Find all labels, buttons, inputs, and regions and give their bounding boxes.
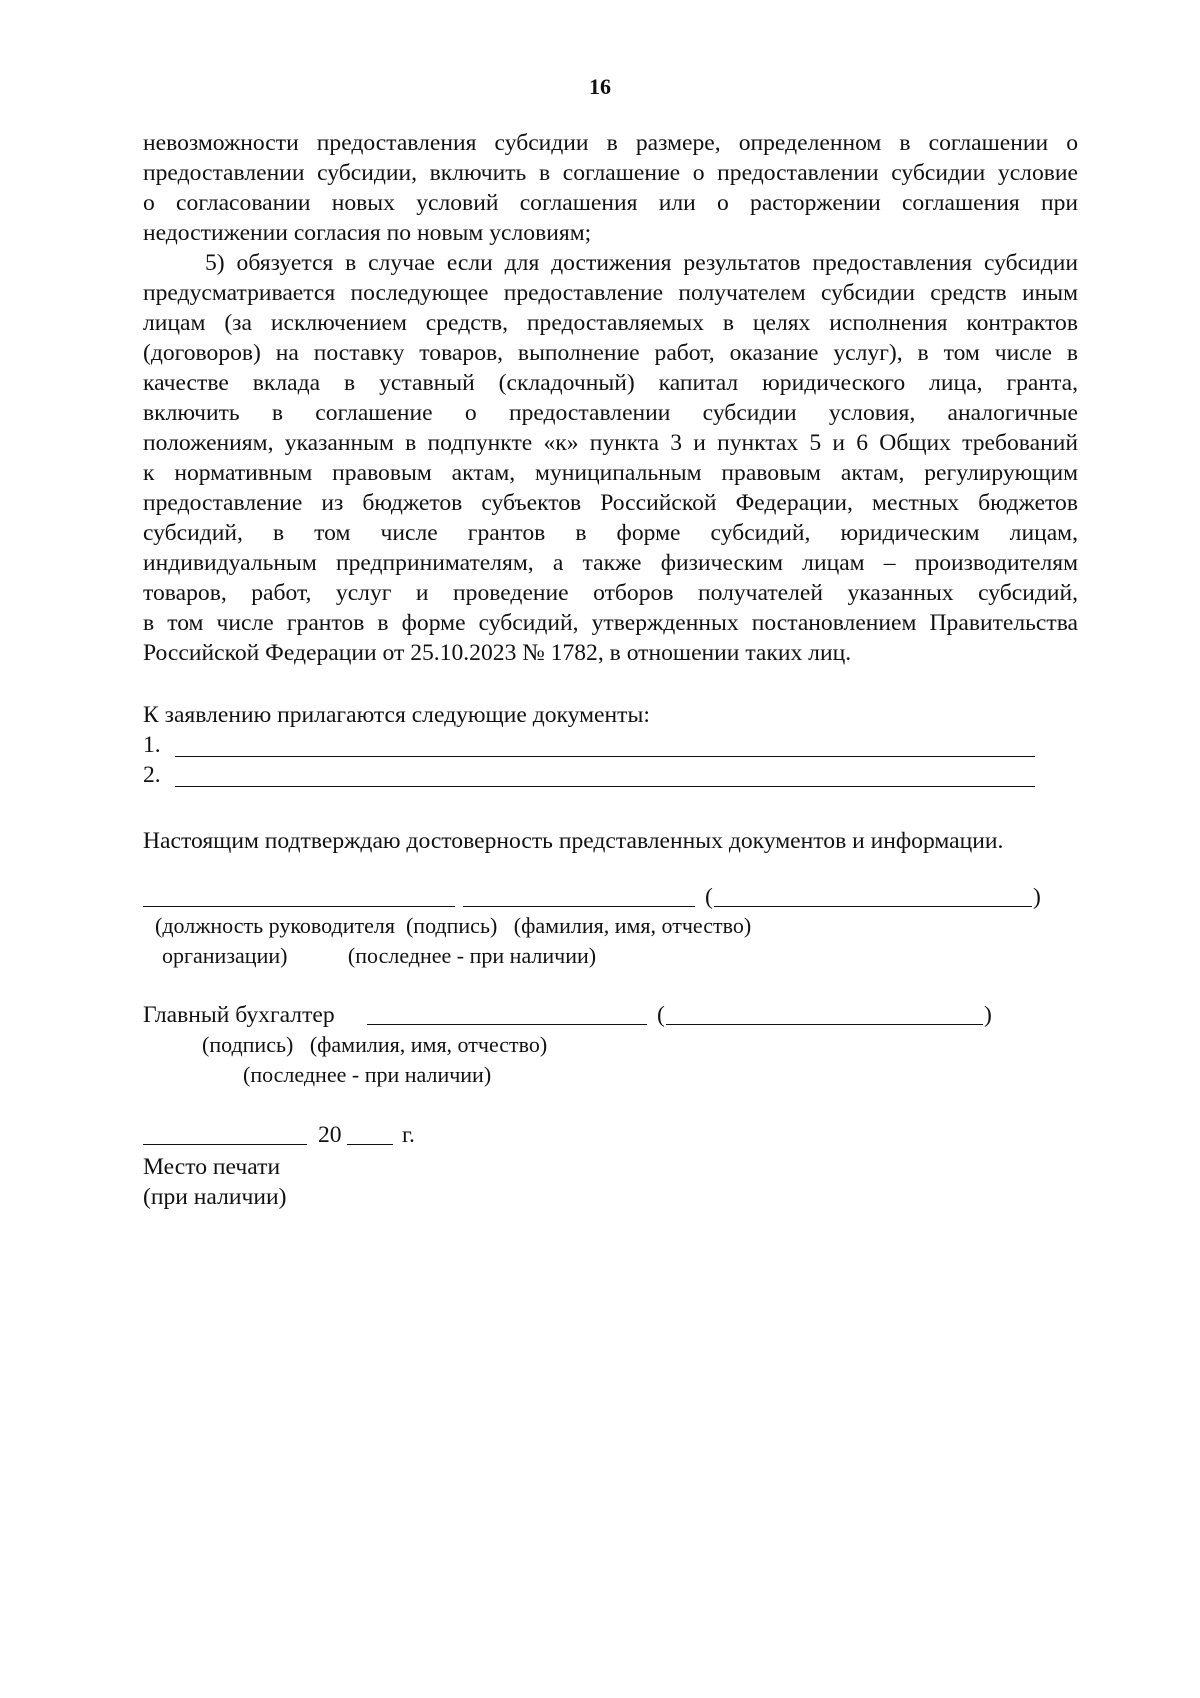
paragraph-line: о согласовании новых условий соглашения или о расторжении соглашения при [143,190,1078,216]
accountant-name-paren-open: ( [657,1002,665,1028]
accountant-name-paren-close: ) [984,1002,992,1028]
head-name-paren-open: ( [705,884,713,910]
attachment-2-field[interactable] [175,786,1035,787]
paragraph-line: предусматривается последующее предоставление получателем субсидии средств иным [143,280,1078,306]
attachment-item-number: 2. [143,762,161,788]
paragraph-line: к нормативным правовым актам, муниципальным правовым актам, регулирующим [143,460,1078,486]
accountant-label: Главный бухгалтер [143,1002,335,1028]
head-signature-caption: (должность руководителя (подпись) (фамилия, имя, отчество) [155,913,752,938]
date-year-field[interactable] [347,1144,393,1145]
paragraph-line: в том числе грантов в форме субсидий, утвержденных постановлением Правительства [143,610,1078,636]
paragraph-line: включить в соглашение о предоставлении субсидии условия, аналогичные [143,400,1078,426]
accountant-caption: (подпись) (фамилия, имя, отчество) [202,1032,548,1057]
stamp-label: Место печати [143,1154,281,1180]
accountant-name-field[interactable] [666,1024,983,1025]
paragraph-line: качестве вклада в уставный (складочный) капитал юридического лица, гранта, [143,370,1078,396]
head-signature-caption: организации) (последнее - при наличии) [162,943,597,968]
paragraph-line: товаров, работ, услуг и проведение отборов получателей указанных субсидий, [143,580,1078,606]
paragraph-line: недостижении согласия по новым условиям; [143,220,592,246]
attachments-heading: К заявлению прилагаются следующие документы: [143,702,650,728]
stamp-label: (при наличии) [143,1184,287,1210]
head-position-field[interactable] [143,906,455,907]
confirmation-text: Настоящим подтверждаю достоверность представленных документов и информации. [143,828,1004,854]
paragraph-line: индивидуальным предпринимателям, а также физическим лицам – производителям [143,550,1078,576]
paragraph-line: (договоров) на поставку товаров, выполнение работ, оказание услуг), в том числе в [143,340,1078,366]
head-signature-field[interactable] [463,906,695,907]
paragraph-line: субсидий, в том числе грантов в форме субсидий, юридическим лицам, [143,520,1078,546]
attachment-1-field[interactable] [175,756,1035,757]
head-name-field[interactable] [714,906,1032,907]
paragraph-line: 5) обязуется в случае если для достижения результатов предоставления субсидии [205,250,1078,276]
paragraph-line: предоставление из бюджетов субъектов Российской Федерации, местных бюджетов [143,490,1078,516]
paragraph-line: лицам (за исключением средств, предоставляемых в целях исполнения контрактов [143,310,1078,336]
date-year-suffix: г. [402,1122,415,1148]
paragraph-line: невозможности предоставления субсидии в размере, определенном в соглашении о [143,130,1078,156]
paragraph-continued [143,128,1078,248]
accountant-signature-field[interactable] [367,1024,647,1025]
page-number: 16 [589,74,611,99]
paragraph-line: предоставлении субсидии, включить в соглашение о предоставлении субсидии условие [143,160,1078,186]
date-day-month-field[interactable] [143,1144,307,1145]
paragraph-5 [143,248,1078,668]
head-name-paren-close: ) [1033,884,1041,910]
date-year-prefix: 20 [318,1122,342,1148]
attachment-item-number: 1. [143,732,161,758]
paragraph-line: Российской Федерации от 25.10.2023 № 1782, в отношении таких лиц. [143,640,852,666]
paragraph-line: положениям, указанным в подпункте «к» пункта 3 и пунктах 5 и 6 Общих требований [143,430,1078,456]
accountant-caption: (последнее - при наличии) [243,1062,492,1087]
